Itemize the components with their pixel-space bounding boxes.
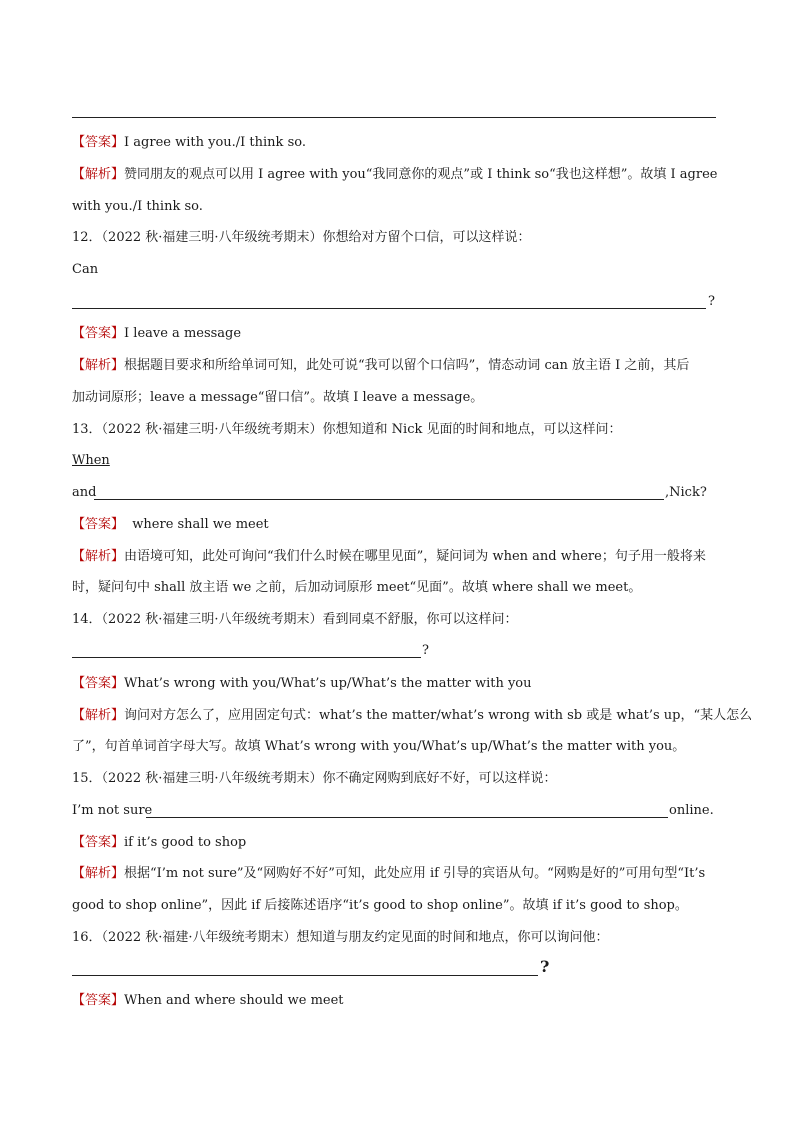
- q11-analysis-line2: [72, 199, 203, 215]
- q13-analysis-line1: [72, 549, 706, 565]
- q12-analysis-line1: [72, 358, 689, 374]
- q12-stem: 12．（2022 秋·福建三明·八年级统考期末）你想给对方留个口信，可以这样说：: [72, 230, 531, 245]
- q14-answer-blank[interactable]: [72, 657, 421, 658]
- answer-text: I agree with you./I think so.: [124, 135, 306, 150]
- q15-analysis-line2: [72, 898, 688, 914]
- q13-prefix-when: When: [72, 453, 110, 468]
- q13-analysis-line2: [72, 580, 641, 596]
- analysis-text: 时，疑问句中 shall 放主语 we 之前，后加动词原形 meet“见面”。故填 where shall we meet。: [72, 580, 642, 595]
- analysis-text: 赞同朋友的观点可以用 I agree with you“我同意你的观点”或 I think so“我也这样想”。故填 I agree: [124, 167, 718, 182]
- answer-tag: 【答案】: [72, 993, 125, 1008]
- analysis-tag: 【解析】: [72, 167, 125, 182]
- analysis-text: with you./I think so.: [72, 199, 203, 214]
- q15-prefix: I’m not sure: [72, 803, 153, 818]
- q12-suffix: ?: [708, 294, 715, 309]
- answer-tag: 【答案】: [72, 326, 125, 341]
- q15-answer: [72, 835, 246, 851]
- answer-tag: 【答案】: [72, 135, 125, 150]
- answer-text: What’s wrong with you/What’s up/What’s the matter with you: [124, 676, 532, 691]
- analysis-text: 询问对方怎么了，应用固定句式：what’s the matter/what’s wrong with sb 或是 what’s up，“某人怎么: [124, 708, 753, 723]
- analysis-tag: 【解析】: [72, 866, 125, 881]
- q14-answer: [72, 676, 532, 692]
- analysis-text: 由语境可知，此处可询问“我们什么时候在哪里见面”，疑问词为 when and where；句子用一般将来: [124, 549, 706, 564]
- answer-text: I leave a message: [124, 326, 242, 341]
- q11-answer-line: [72, 117, 716, 118]
- q16-answer: [72, 993, 344, 1009]
- q14-stem: 14．（2022 秋·福建三明·八年级统考期末）看到同桌不舒服，你可以这样问：: [72, 612, 518, 627]
- q16-answer-blank[interactable]: [72, 975, 538, 976]
- q16-suffix: ?: [540, 957, 550, 976]
- q15-stem: 15．（2022 秋·福建三明·八年级统考期末）你不确定网购到底好不好，可以这样说：: [72, 771, 557, 786]
- answer-text: When and where should we meet: [124, 993, 344, 1008]
- answer-text: if it’s good to shop: [124, 835, 247, 850]
- q16-stem: 16．（2022 秋·福建·八年级统考期末）想知道与朋友约定见面的时间和地点，你可以询问他：: [72, 930, 609, 945]
- q14-analysis-line2: [72, 739, 685, 755]
- q15-analysis-line1: [72, 866, 705, 882]
- q15-suffix: online.: [669, 803, 714, 818]
- analysis-text: 根据题目要求和所给单词可知，此处可说“我可以留个口信吗”，情态动词 can 放主语 I 之前，其后: [124, 358, 690, 373]
- q15-answer-blank[interactable]: [146, 817, 668, 818]
- q13-answer-blank[interactable]: [94, 499, 664, 500]
- q12-prefix: Can: [72, 262, 99, 277]
- answer-text: where shall we meet: [132, 517, 269, 532]
- q13-answer: [72, 517, 269, 533]
- q11-answer: [72, 135, 306, 151]
- analysis-text: 加动词原形；leave a message“留口信”。故填 I leave a message。: [72, 390, 484, 405]
- analysis-tag: 【解析】: [72, 358, 125, 373]
- q12-answer-blank[interactable]: [72, 308, 706, 309]
- analysis-text: 根据“I’m not sure”及“网购好不好”可知，此处应用 if 引导的宾语从句。“网购是好的”可用句型“It’s: [124, 866, 706, 881]
- analysis-text: 了”，句首单词首字母大写。故填 What’s wrong with you/What’s up/What’s the matter with you。: [72, 739, 686, 754]
- q13-suffix: ,Nick?: [665, 485, 707, 500]
- q13-stem: 13．（2022 秋·福建三明·八年级统考期末）你想知道和 Nick 见面的时间和地点，可以这样问：: [72, 422, 622, 437]
- analysis-text: good to shop online”，因此 if 后接陈述语序“it’s good to shop online”。故填 if it’s good to shop。: [72, 898, 688, 913]
- answer-tag: 【答案】: [72, 835, 125, 850]
- analysis-tag: 【解析】: [72, 549, 125, 564]
- q13-prefix-and: and: [72, 485, 97, 500]
- q14-analysis-line1: [72, 708, 752, 724]
- answer-tag: 【答案】: [72, 676, 125, 691]
- analysis-tag: 【解析】: [72, 708, 125, 723]
- q14-suffix: ?: [422, 643, 429, 658]
- q12-analysis-line2: [72, 390, 483, 406]
- answer-tag: 【答案】: [72, 517, 125, 532]
- q11-analysis-line1: [72, 167, 717, 183]
- q12-answer: [72, 326, 241, 342]
